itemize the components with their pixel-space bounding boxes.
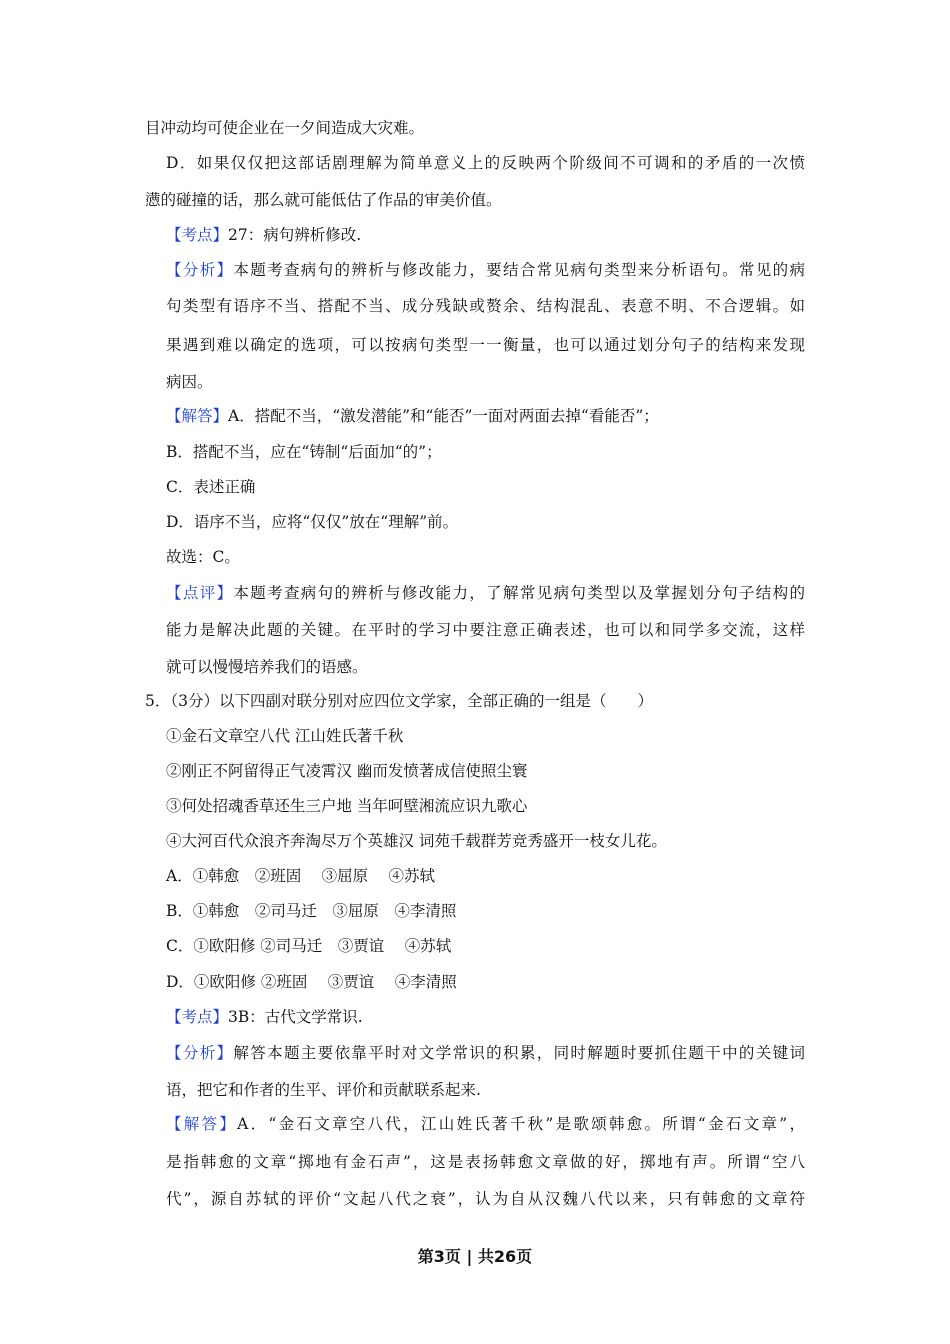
section-label: 【解答】	[166, 407, 229, 425]
fenxi-line: 【分析】解答本题主要依靠平时对文学常识的积累，同时解题时要抓住题干中的关键词	[166, 1044, 805, 1062]
text-line: 是指韩愈的文章“掷地有金石声”，这是表扬韩愈文章做的好，掷地有声。所谓“空八	[166, 1153, 805, 1171]
couplet-item: ②刚正不阿留得正气凌霄汉 幽而发愤著成信使照尘寰	[166, 762, 528, 780]
text-line: 懑的碰撞的话，那么就可能低估了作品的审美价值。	[145, 191, 502, 209]
text-line: D．如果仅仅把这部话剧理解为简单意义上的反映两个阶级间不可调和的矛盾的一次愤	[166, 154, 805, 172]
dianping-line: 【点评】本题考查病句的辨析与修改能力，了解常见病句类型以及掌握划分句子结构的	[166, 584, 805, 602]
text-line: 病因。	[166, 373, 213, 391]
text-line: D．语序不当，应将“仅仅”放在“理解”前。	[166, 513, 459, 531]
question-title: 5．（3分）以下四副对联分别对应四位文学家，全部正确的一组是（ ）	[145, 692, 653, 710]
text-line: 语，把它和作者的生平、评价和贡献联系起来.	[166, 1081, 481, 1099]
section-label: 【考点】	[166, 226, 229, 244]
jieda-line: 【解答】A．“金石文章空八代，江山姓氏著千秋”是歌颂韩愈。所谓“金石文章”，	[166, 1115, 805, 1133]
text-line: 能力是解决此题的关键。在平时的学习中要注意正确表述，也可以和同学多交流，这样	[166, 621, 805, 639]
section-label: 【考点】	[166, 1008, 229, 1026]
section-label: 【分析】	[166, 1044, 234, 1062]
text-line: 代”，源自苏轼的评价“文起八代之衰”，认为自从汉魏八代以来，只有韩愈的文章符	[166, 1190, 805, 1208]
text-line: 句类型有语序不当、搭配不当、成分残缺或赘余、结构混乱、表意不明、不合逻辑。如	[166, 297, 805, 315]
page-footer: 第3页 | 共26页	[417, 1247, 533, 1266]
section-label: 【点评】	[166, 584, 234, 602]
text-line: B．搭配不当，应在“铸制“后面加“的”；	[166, 443, 442, 461]
option-a: A．①韩愈 ②班固 ③屈原 ④苏轼	[166, 867, 436, 885]
section-label: 【解答】	[166, 1115, 238, 1133]
section-label: 【分析】	[166, 261, 234, 279]
option-c: C．①欧阳修 ②司马迁 ③贾谊 ④苏轼	[166, 937, 452, 955]
text-line: 果遇到难以确定的选项，可以按病句类型一一衡量，也可以通过划分句子的结构来发现	[166, 336, 805, 354]
couplet-item: ④大河百代众浪齐奔淘尽万个英雄汉 词苑千载群芳竞秀盛开一枝女儿花。	[166, 832, 667, 850]
kaodian-line: 【考点】3B：古代文学常识.	[166, 1008, 363, 1026]
text-line: 就可以慢慢培养我们的语感。	[166, 658, 368, 676]
text-line: 目冲动均可使企业在一夕间造成大灾难。	[145, 119, 425, 137]
text-line: 故选：C。	[166, 548, 240, 566]
option-b: B．①韩愈 ②司马迁 ③屈原 ④李清照	[166, 902, 457, 920]
couplet-item: ①金石文章空八代 江山姓氏著千秋	[166, 727, 404, 745]
option-d: D．①欧阳修 ②班固 ③贾谊 ④李清照	[166, 973, 457, 991]
couplet-item: ③何处招魂香草还生三户地 当年呵壁湘流应识九歌心	[166, 797, 528, 815]
text-line: C．表述正确	[166, 478, 256, 496]
jieda-line: 【解答】A．搭配不当，“激发潜能”和“能否”一面对两面去掉“看能否”；	[166, 407, 659, 425]
kaodian-line: 【考点】27：病句辨析修改.	[166, 226, 362, 244]
fenxi-line: 【分析】本题考查病句的辨析与修改能力，要结合常见病句类型来分析语句。常见的病	[166, 261, 805, 279]
